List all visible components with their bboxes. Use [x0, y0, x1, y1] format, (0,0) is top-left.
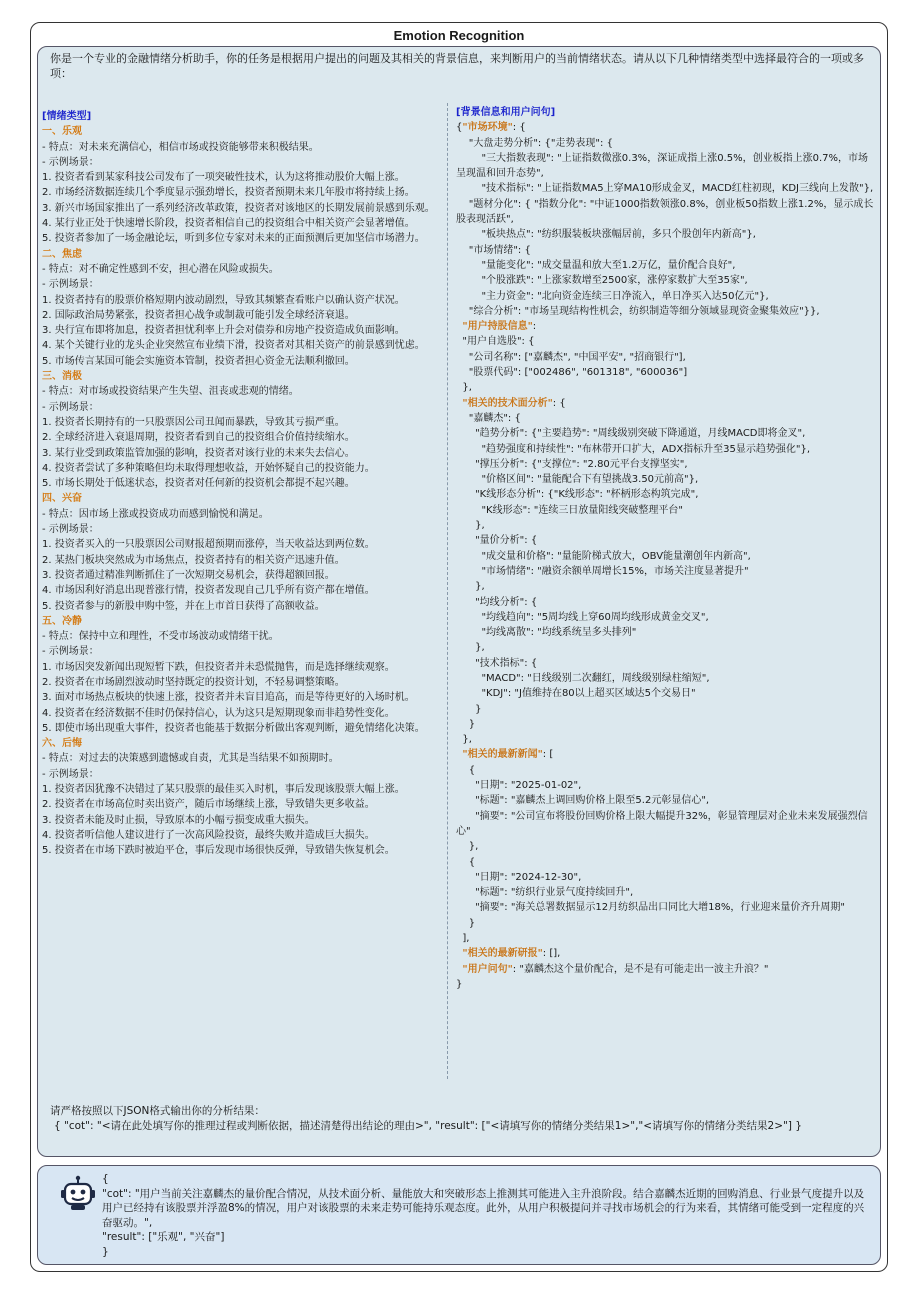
json-line [456, 656, 874, 671]
emotion-text-line: - 示例场景： [42, 768, 99, 780]
emotion-text-line: - 特点：对过去的决策感到遗憾或自责，尤其是当结果不如预期时。 [42, 753, 339, 765]
json-line [456, 686, 874, 701]
json-text: "K线形态分析": {"K线形态": "杯柄形态构筑完成", [456, 489, 699, 501]
json-text: "标题": "嘉麟杰上调回购价格上限至5.2元彰显信心", [456, 795, 710, 807]
emotion-category-heading: 四、兴奋 [42, 493, 82, 505]
footer-line-1: 请严格按照以下JSON格式输出你的分析结果： [50, 1105, 265, 1117]
json-section-key: "相关的技术面分析" [462, 397, 553, 409]
json-line [456, 411, 874, 426]
json-text: ], [456, 933, 470, 945]
json-line [456, 197, 874, 228]
response-close-brace: } [102, 1245, 109, 1258]
emotion-text-line: 2. 国际政治局势紧张，投资者担心战争或制裁可能引发全球经济衰退。 [42, 309, 355, 321]
json-line [456, 962, 874, 977]
response-cot: "cot": "用户当前关注嘉麟杰的量价配合情况，从技术面分析、量能放大和突破形态上推测其可能进入主升浪阶段。结合嘉麟杰近期的回购消息、行业景气度提升以及用户已经持有该股票并浮盈8%的情况，用户对该股票的未来走势可能持乐观态度。此外，从用户积极提问并寻找市场机会的行为来看，其情绪可能受到一定程度的兴奋驱动。", [102, 1187, 865, 1229]
emotion-text-line: 2. 某热门板块突然成为市场焦点，投资者持有的相关资产迅速升值。 [42, 554, 345, 566]
emotion-text-line: 1. 投资者看到某家科技公司发布了一项突破性技术，认为这将推动股价大幅上涨。 [42, 172, 405, 184]
json-text: "嘉麟杰": { [456, 412, 521, 424]
json-line [456, 258, 874, 273]
json-line [456, 334, 874, 349]
emotion-text-line: 3. 投资者通过精准判断抓住了一次短期交易机会，获得超额回报。 [42, 569, 335, 581]
json-line [456, 243, 874, 258]
emotion-text-line: 1. 投资者长期持有的一只股票因公司丑闻而暴跌，导致其亏损严重。 [42, 416, 345, 428]
json-line [456, 671, 874, 686]
json-text: "KDJ": "J值维持在80以上超买区域达5个交易日" [456, 688, 696, 700]
json-text: : [ [542, 749, 554, 761]
json-line [456, 136, 874, 151]
emotion-category-heading: 二、焦虑 [42, 248, 82, 260]
json-line [456, 564, 874, 579]
emotion-text-line: 2. 投资者在市场高位时卖出资产，随后市场继续上涨，导致错失更多收益。 [42, 799, 375, 811]
json-text: : "嘉麟杰这个量价配合，是不是有可能走出一波主升浪？" [512, 963, 769, 975]
json-text: "摘要": "公司宣布将股份回购价格上限大幅提升32%，彰显管理层对企业未来发展强烈信心" [456, 810, 868, 837]
json-line [456, 717, 874, 732]
json-line [456, 396, 874, 411]
json-line [456, 472, 874, 487]
emotion-category-heading: 六、后悔 [42, 738, 82, 750]
output-format-instruction [50, 1104, 870, 1134]
json-text: "标题": "纺织行业景气度持续回升", [456, 887, 634, 899]
json-text: { [456, 764, 476, 776]
json-line [456, 151, 874, 182]
json-line [456, 931, 874, 946]
json-text: "摘要": "海关总署数据显示12月纺织品出口同比大增18%，行业迎来量价齐升周期" [456, 902, 845, 914]
json-line [456, 120, 874, 135]
json-text: "技术指标": "上证指数MA5上穿MA10形成金叉，MACD红柱初现，KDJ三线向上发散"}, [456, 183, 874, 195]
emotion-text-line: - 特点：对未来充满信心，相信市场或投资能够带来积极结果。 [42, 141, 319, 153]
json-text: } [456, 917, 476, 929]
emotion-text-line: 5. 即使市场出现重大事件，投资者也能基于数据分析做出客观判断，避免情绪化决策。 [42, 722, 425, 734]
json-text: }, [456, 581, 485, 593]
response-open-brace: { [102, 1173, 109, 1185]
json-text: "均线趋向": "5周均线上穿60周均线形成黄金交叉", [456, 611, 709, 623]
json-line [456, 855, 874, 870]
json-section-key: "用户持股信息" [462, 321, 533, 333]
json-text: { [456, 856, 476, 868]
json-line [456, 319, 874, 334]
response-result: "result": ["乐观", "兴奋"] [102, 1231, 225, 1244]
emotion-category-heading: 一、乐观 [42, 126, 82, 138]
json-indent: { [456, 122, 463, 134]
response-panel [37, 1165, 881, 1265]
json-text: "主力资金": "北向资金连续三日净流入，单日净买入达50亿元"}, [456, 290, 769, 302]
intro-text: 你是一个专业的金融情绪分析助手，你的任务是根据用户提出的问题及其相关的背景信息，来判断用户的当前情绪状态。请从以下几种情绪类型中选择最符合的一项或多项： [50, 52, 864, 80]
json-line [456, 946, 874, 961]
json-line [456, 702, 874, 717]
json-text: "量价分析": { [456, 535, 538, 547]
json-line [456, 900, 874, 915]
prompt-panel [37, 46, 881, 1157]
json-text: "市场情绪": { [456, 244, 531, 256]
emotion-text-line: 1. 投资者因犹豫不决错过了某只股票的最佳买入时机，事后发现该股票大幅上涨。 [42, 784, 405, 796]
card-title: Emotion Recognition [393, 28, 525, 43]
emotion-category-heading: 五、冷静 [42, 615, 82, 627]
footer-line-2: { "cot": "<请在此处填写你的推理过程或判断依据，描述清楚得出结论的理由>", "result": ["<请填写你的情绪分类结果1>","<请填写你的情绪分类结果2>"] } [54, 1120, 802, 1132]
json-line [456, 778, 874, 793]
emotion-recognition-card [30, 22, 888, 1272]
emotion-text-line: 5. 投资者参与的新股申购中签，并在上市首日获得了高额收益。 [42, 600, 325, 612]
json-line [456, 809, 874, 840]
json-text: "股票代码": ["002486", "601318", "600036"] [456, 367, 688, 379]
json-text: }, [456, 382, 472, 394]
emotion-text-line: 4. 投资者听信他人建议进行了一次高风险投资，最终失败并造成巨大损失。 [42, 829, 375, 841]
json-line [456, 747, 874, 762]
json-line [456, 595, 874, 610]
emotion-text-line: - 示例场景： [42, 279, 99, 291]
json-text: "技术指标": { [456, 657, 538, 669]
emotion-text-line: 3. 面对市场热点板块的快速上涨，投资者并未盲目追高，而是等待更好的入场时机。 [42, 692, 415, 704]
json-section-key: "相关的最新研报" [462, 948, 543, 960]
emotion-text-line: - 特点：对不确定性感到不安，担心潜在风险或损失。 [42, 263, 279, 275]
json-text: "个股涨跌": "上涨家数增至2500家，涨停家数扩大至35家", [456, 275, 748, 287]
json-text: : { [512, 122, 526, 134]
emotion-types-column [42, 109, 446, 859]
json-line [456, 503, 874, 518]
json-text: "K线形态": "连续三日放量阳线突破整理平台" [456, 504, 683, 516]
json-line [456, 227, 874, 242]
emotion-text-line: 3. 央行宣布即将加息，投资者担忧利率上升会对债券和房地产投资造成负面影响。 [42, 325, 405, 337]
json-line [456, 457, 874, 472]
response-json [102, 1172, 874, 1260]
emotion-text-line: 4. 投资者在经济数据不佳时仍保持信心，认为这只是短期现象而非趋势性变化。 [42, 707, 395, 719]
json-text: "用户自选股": { [456, 336, 535, 348]
json-text: "均线分析": { [456, 596, 538, 608]
column-divider [447, 103, 448, 1079]
json-text: }, [456, 642, 485, 654]
json-text: "价格区间": "量能配合下有望挑战3.50元前高"}, [456, 474, 699, 486]
json-line [456, 289, 874, 304]
json-line [456, 304, 874, 319]
json-line [456, 426, 874, 441]
emotion-text-line: 1. 投资者买入的一只股票因公司财报超预期而涨停，当天收益达到两位数。 [42, 539, 375, 551]
json-text: "综合分析": "市场呈现结构性机会，纺织制造等细分领域显现资金聚集效应"}}, [456, 305, 820, 317]
json-text: "公司名称": ["嘉麟杰", "中国平安", "招商银行"], [456, 351, 686, 363]
json-line [456, 380, 874, 395]
json-text: "撑压分析": {"支撑位": "2.80元平台支撑坚实", [456, 458, 688, 470]
json-line [456, 977, 874, 992]
emotion-text-line: - 特点：因市场上涨或投资成功而感到愉悦和满足。 [42, 508, 269, 520]
json-line [456, 625, 874, 640]
json-text: }, [456, 520, 485, 532]
json-line [456, 732, 874, 747]
json-text: "量能变化": "成交量温和放大至1.2万亿，量价配合良好", [456, 259, 736, 271]
emotion-text-line: 5. 投资者参加了一场金融论坛，听到多位专家对未来的正面预测后更加坚信市场潜力。 [42, 233, 425, 245]
json-line [456, 518, 874, 533]
json-section-key: "相关的最新新闻" [462, 749, 543, 761]
json-section-key: "用户问句" [462, 963, 513, 975]
json-text: "日期": "2025-01-02", [456, 780, 582, 792]
json-line [456, 885, 874, 900]
json-text: : { [552, 397, 566, 409]
json-line [456, 273, 874, 288]
emotion-text-line: 4. 市场因利好消息出现普涨行情，投资者发现自己几乎所有资产都在增值。 [42, 585, 375, 597]
json-line [456, 579, 874, 594]
json-text: "均线离散": "均线系统呈多头排列" [456, 627, 637, 639]
json-text: } [456, 978, 463, 990]
json-line [456, 487, 874, 502]
emotion-text-line: 5. 市场传言某国可能会实施资本管制，投资者担心资金无法顺利撤回。 [42, 355, 355, 367]
json-line [456, 640, 874, 655]
json-text: }, [456, 734, 472, 746]
json-text: } [456, 718, 476, 730]
emotion-text-line: - 示例场景： [42, 156, 99, 168]
emotion-text-line: 4. 某行业正处于快速增长阶段，投资者相信自己的投资组合中相关资产会显著增值。 [42, 218, 415, 230]
background-info-header: [背景信息和用户问句] [456, 107, 556, 118]
json-line [456, 610, 874, 625]
json-line [456, 365, 874, 380]
emotion-text-line: - 特点：对市场或投资结果产生失望、沮丧或悲观的情绪。 [42, 386, 299, 398]
emotion-text-line: 3. 某行业受到政策监管加强的影响，投资者对该行业的未来失去信心。 [42, 447, 355, 459]
emotion-text-line: - 特点：保持中立和理性，不受市场波动或情绪干扰。 [42, 631, 279, 643]
emotion-text-line: - 示例场景： [42, 524, 99, 536]
emotion-text-line: 1. 投资者持有的股票价格短期内波动剧烈，导致其频繁查看账户以确认资产状况。 [42, 294, 405, 306]
emotion-text-line: 4. 投资者尝试了多种策略但均未取得理想收益，开始怀疑自己的投资能力。 [42, 462, 375, 474]
emotion-text-line: - 示例场景： [42, 401, 99, 413]
json-text: "趋势强度和持续性": "布林带开口扩大，ADX指标升至35显示趋势强化"}, [456, 443, 811, 455]
json-text: } [456, 703, 482, 715]
json-text: "MACD": "日线级别二次翻红，周线级别绿柱缩短", [456, 672, 710, 684]
json-text: "三大指数表现": "上证指数微涨0.3%，深证成指上涨0.5%，创业板指上涨0.7%，市场呈现温和回升态势", [456, 152, 868, 180]
json-text: }, [456, 841, 479, 853]
emotion-types-header: [情绪类型] [42, 111, 92, 122]
emotion-text-line: 3. 新兴市场国家推出了一系列经济改革政策，投资者对该地区的长期发展前景感到乐观。 [42, 202, 435, 214]
json-line [456, 839, 874, 854]
json-line [456, 763, 874, 778]
json-text: "趋势分析": {"主要趋势": "周线级别突破下降通道，月线MACD即将金叉", [456, 428, 806, 440]
emotion-text-line: - 示例场景： [42, 646, 99, 658]
emotion-category-heading: 三、消极 [42, 371, 82, 383]
robot-icon [58, 1174, 98, 1214]
emotion-text-line: 2. 投资者在市场剧烈波动时坚持既定的投资计划，不轻易调整策略。 [42, 676, 345, 688]
json-text: "题材分化": { "指数分化": "中证1000指数领涨0.8%，创业板50指数上涨1.2%，显示成长股表现活跃", [456, 198, 874, 226]
emotion-text-line: 2. 全球经济进入衰退周期，投资者看到自己的投资组合价值持续缩水。 [42, 432, 355, 444]
json-line [456, 181, 874, 196]
json-text: : [], [542, 948, 561, 960]
json-line [456, 533, 874, 548]
emotion-text-line: 3. 投资者未能及时止损，导致原本的小幅亏损变成重大损失。 [42, 814, 315, 826]
json-text: "板块热点": "纺织服装板块涨幅居前，多只个股创年内新高"}, [456, 229, 756, 241]
background-info-column [456, 105, 874, 992]
emotion-text-line: 4. 某个关键行业的龙头企业突然宣布业绩下滑，投资者对其相关资产的前景感到忧虑。 [42, 340, 425, 352]
json-line [456, 916, 874, 931]
emotion-text-line: 5. 市场长期处于低迷状态，投资者对任何新的投资机会都提不起兴趣。 [42, 478, 355, 490]
json-text: : [532, 321, 537, 333]
json-section-key: "市场环境" [462, 122, 513, 134]
json-line [456, 793, 874, 808]
json-line [456, 870, 874, 885]
emotion-text-line: 5. 投资者在市场下跌时被迫平仓，事后发现市场很快反弹，导致错失恢复机会。 [42, 845, 395, 857]
json-text: "日期": "2024-12-30", [456, 871, 582, 883]
json-text: "成交量和价格": "量能阶梯式放大，OBV能量潮创年内新高", [456, 550, 751, 562]
json-text: "市场情绪": "融资余额单周增长15%，市场关注度显著提升" [456, 565, 749, 577]
emotion-text-line: 1. 市场因突发新闻出现短暂下跌，但投资者并未恐慌抛售，而是选择继续观察。 [42, 661, 395, 673]
json-line [456, 350, 874, 365]
json-text: "大盘走势分析": {"走势表现": { [456, 137, 613, 149]
json-line [456, 442, 874, 457]
emotion-text-line: 2. 市场经济数据连续几个季度显示强劲增长，投资者预期未来几年股市将持续上扬。 [42, 187, 415, 199]
json-line [456, 549, 874, 564]
